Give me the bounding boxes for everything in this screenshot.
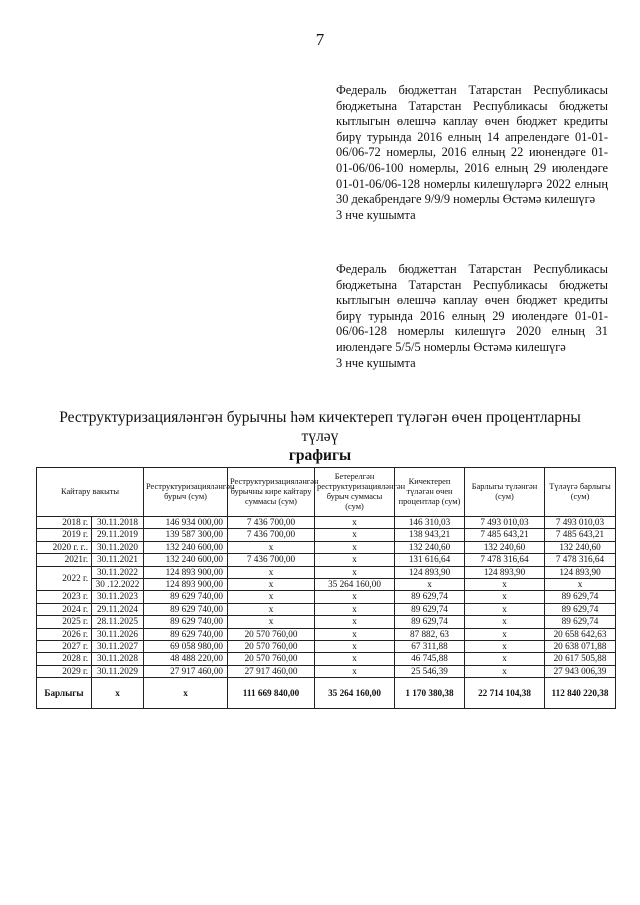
- schedule-title: [20, 408, 620, 465]
- value-cell: x: [228, 616, 315, 628]
- value-cell: 48 488 220,00: [144, 653, 228, 665]
- year-cell: 2019 г.: [37, 529, 92, 541]
- value-cell: 132 240,60: [465, 541, 545, 553]
- header-total-paid: Барлыгы түләнгән (сум): [465, 468, 545, 517]
- year-cell: 2021г.: [37, 554, 92, 566]
- year-cell: 2025 г.: [37, 616, 92, 628]
- value-cell: 67 311,88: [395, 641, 465, 653]
- value-cell: 27 943 006,39: [545, 665, 616, 677]
- value-cell: 46 745,88: [395, 653, 465, 665]
- value-cell: 124 893,90: [465, 566, 545, 578]
- value-cell: 7 436 700,00: [228, 529, 315, 541]
- value-cell: 35 264 160,00: [315, 579, 395, 591]
- table-row: [37, 579, 616, 591]
- header-deferral-interest: Кичектереп түләгән өчен процентлар (сум): [395, 468, 465, 517]
- table-row: [37, 554, 616, 566]
- value-cell: 20 570 760,00: [228, 641, 315, 653]
- page-number: 7: [315, 30, 325, 49]
- value-cell: 89 629,74: [395, 603, 465, 615]
- total-cell: 112 840 220,38: [545, 678, 616, 709]
- appendix-note-1-text: Федераль бюджеттан Татарстан Республикасы бюджетына Татарстан Республикасы бюджеты кытлыгын өлешчә каплау өчен бюджет кредиты бирү турында 2016 елның 14 апрелендәге 01-01-06/06-72 номерлы, 2016 елның 22 июнендәге 01-01-06/06-100 номерлы, 2016 елның 29 июлендәге 01-01-06/06-128 номерлы килешүләргә 2022 елның 30 декабрендәге 9/9/9 номерлы Өстәмә килешүгә: [336, 83, 608, 207]
- year-cell: 2024 г.: [37, 603, 92, 615]
- date-cell: 30.11.2020: [92, 541, 144, 553]
- year-cell: 2020 г. г..: [37, 541, 92, 553]
- value-cell: x: [315, 517, 395, 529]
- date-cell: 30.11.2021: [92, 554, 144, 566]
- title-line-1: Реструктуризацияләнгән бурычны һәм кичектереп түләгән өчен процентларны: [59, 409, 581, 426]
- year-cell: 2023 г.: [37, 591, 92, 603]
- year-cell: 2018 г.: [37, 517, 92, 529]
- total-cell: 1 170 380,38: [395, 678, 465, 709]
- table-row: [37, 665, 616, 677]
- header-written-off: Бетерелгән реструктуризацияләнгән бурыч суммасы (сум): [315, 468, 395, 517]
- value-cell: 20 617 505,88: [545, 653, 616, 665]
- value-cell: 124 893 900,00: [144, 566, 228, 578]
- value-cell: 27 917 460,00: [144, 665, 228, 677]
- value-cell: x: [465, 628, 545, 640]
- total-cell: x: [144, 678, 228, 709]
- value-cell: 132 240 600,00: [144, 554, 228, 566]
- year-cell: 2027 г.: [37, 641, 92, 653]
- value-cell: 132 240 600,00: [144, 541, 228, 553]
- year-cell: 2026 г.: [37, 628, 92, 640]
- table-total-row: [37, 678, 616, 709]
- value-cell: 7 485 643,21: [465, 529, 545, 541]
- value-cell: 89 629,74: [395, 591, 465, 603]
- date-cell: 30.11.2029: [92, 665, 144, 677]
- value-cell: x: [315, 541, 395, 553]
- header-return-date: Кайтару вакыты: [37, 468, 144, 517]
- title-line-3: графигы: [288, 447, 352, 464]
- value-cell: x: [315, 529, 395, 541]
- value-cell: 138 943,21: [395, 529, 465, 541]
- table-row: [37, 591, 616, 603]
- value-cell: 87 882, 63: [395, 628, 465, 640]
- value-cell: 89 629 740,00: [144, 616, 228, 628]
- value-cell: x: [315, 641, 395, 653]
- date-cell: 30.11.2023: [92, 591, 144, 603]
- table-row: [37, 641, 616, 653]
- appendix-note-2-label: 3 нче кушымта: [336, 355, 416, 370]
- value-cell: 20 570 760,00: [228, 653, 315, 665]
- total-cell: x: [92, 678, 144, 709]
- value-cell: x: [315, 628, 395, 640]
- value-cell: x: [465, 603, 545, 615]
- appendix-note-2: [336, 262, 608, 371]
- date-cell: 30.11.2022: [92, 566, 144, 578]
- value-cell: x: [465, 591, 545, 603]
- table-row: [37, 566, 616, 578]
- value-cell: x: [315, 665, 395, 677]
- value-cell: 89 629 740,00: [144, 603, 228, 615]
- value-cell: 89 629,74: [545, 591, 616, 603]
- date-cell: 29.11.2019: [92, 529, 144, 541]
- value-cell: x: [228, 566, 315, 578]
- value-cell: 7 436 700,00: [228, 554, 315, 566]
- value-cell: x: [315, 554, 395, 566]
- value-cell: 20 570 760,00: [228, 628, 315, 640]
- year-cell: 2022 г.: [37, 566, 92, 591]
- title-line-2: түләү: [301, 428, 339, 445]
- value-cell: 7 493 010,03: [465, 517, 545, 529]
- date-cell: 29.11.2024: [92, 603, 144, 615]
- appendix-note-1: [336, 83, 608, 223]
- table-row: [37, 517, 616, 529]
- value-cell: 20 638 071,88: [545, 641, 616, 653]
- date-cell: 30 .12.2022: [92, 579, 144, 591]
- table-row: [37, 628, 616, 640]
- value-cell: 89 629 740,00: [144, 628, 228, 640]
- repayment-schedule-table: [36, 467, 616, 709]
- appendix-note-2-text: Федераль бюджеттан Татарстан Республикасы бюджетына Татарстан Республикасы бюджеты кытлыгын өлешчә каплау өчен бюджет кредиты бирү турында 2016 елның 29 июлендәге 01-01-06/06-128 номерлы килешүгә 2020 елның 31 июлендәге 5/5/5 номерлы Өстәмә килешүгә: [336, 262, 608, 354]
- year-cell: 2029 г.: [37, 665, 92, 677]
- total-cell: 111 669 840,00: [228, 678, 315, 709]
- value-cell: x: [228, 603, 315, 615]
- value-cell: x: [465, 579, 545, 591]
- header-total-due: Түләүгә барлыгы (сум): [545, 468, 616, 517]
- value-cell: 7 485 643,21: [545, 529, 616, 541]
- value-cell: 132 240,60: [395, 541, 465, 553]
- value-cell: 89 629 740,00: [144, 591, 228, 603]
- appendix-note-1-label: 3 нче кушымта: [336, 207, 416, 222]
- header-restructured-return-sum: Реструктуризацияләнгән бурычны кире кайтару суммасы (сум): [228, 468, 315, 517]
- value-cell: 7 478 316,64: [465, 554, 545, 566]
- value-cell: x: [545, 579, 616, 591]
- value-cell: 89 629,74: [545, 603, 616, 615]
- value-cell: 20 658 642,63: [545, 628, 616, 640]
- value-cell: 124 893 900,00: [144, 579, 228, 591]
- value-cell: 132 240,60: [545, 541, 616, 553]
- date-cell: 30.11.2026: [92, 628, 144, 640]
- value-cell: x: [228, 541, 315, 553]
- date-cell: 30.11.2018: [92, 517, 144, 529]
- value-cell: 139 587 300,00: [144, 529, 228, 541]
- value-cell: 146 310,03: [395, 517, 465, 529]
- value-cell: x: [465, 641, 545, 653]
- value-cell: 25 546,39: [395, 665, 465, 677]
- value-cell: x: [315, 566, 395, 578]
- value-cell: 7 493 010,03: [545, 517, 616, 529]
- header-restructured-debt: Реструктуризацияләнгән бурыч (сум): [144, 468, 228, 517]
- value-cell: x: [315, 616, 395, 628]
- value-cell: 7 436 700,00: [228, 517, 315, 529]
- value-cell: 7 478 316,64: [545, 554, 616, 566]
- total-cell: 22 714 104,38: [465, 678, 545, 709]
- table-row: [37, 529, 616, 541]
- date-cell: 28.11.2025: [92, 616, 144, 628]
- value-cell: x: [228, 591, 315, 603]
- value-cell: 27 917 460,00: [228, 665, 315, 677]
- value-cell: x: [465, 665, 545, 677]
- value-cell: x: [465, 653, 545, 665]
- value-cell: 89 629,74: [545, 616, 616, 628]
- date-cell: 30.11.2027: [92, 641, 144, 653]
- value-cell: 124 893,90: [545, 566, 616, 578]
- value-cell: 124 893,90: [395, 566, 465, 578]
- value-cell: x: [228, 579, 315, 591]
- table-row: [37, 616, 616, 628]
- table-row: [37, 603, 616, 615]
- value-cell: 146 934 000,00: [144, 517, 228, 529]
- table-row: [37, 653, 616, 665]
- total-cell: 35 264 160,00: [315, 678, 395, 709]
- value-cell: x: [315, 591, 395, 603]
- date-cell: 30.11.2028: [92, 653, 144, 665]
- value-cell: 131 616,64: [395, 554, 465, 566]
- value-cell: x: [395, 579, 465, 591]
- value-cell: x: [315, 653, 395, 665]
- value-cell: 69 058 980,00: [144, 641, 228, 653]
- table-header-row: [37, 468, 616, 517]
- total-label: Барлыгы: [37, 678, 92, 709]
- value-cell: 89 629,74: [395, 616, 465, 628]
- table-row: [37, 541, 616, 553]
- value-cell: x: [315, 603, 395, 615]
- value-cell: x: [465, 616, 545, 628]
- year-cell: 2028 г.: [37, 653, 92, 665]
